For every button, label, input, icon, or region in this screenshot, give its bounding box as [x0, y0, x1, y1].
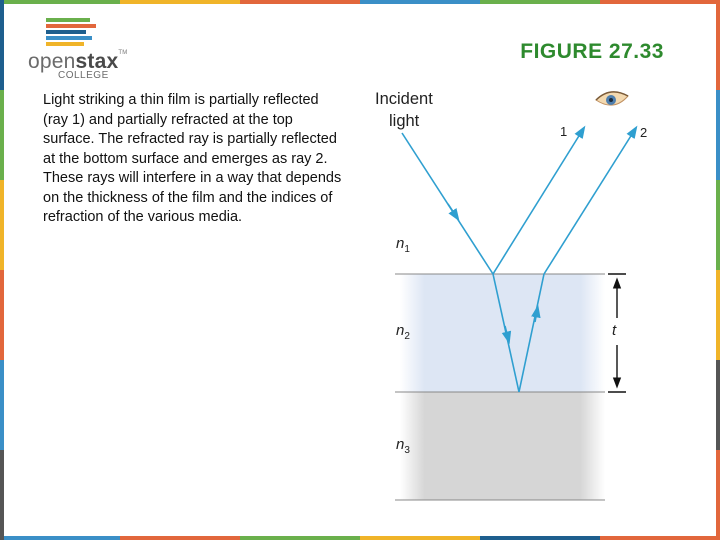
thickness-label: t: [612, 322, 617, 339]
logo-college: COLLEGE: [58, 70, 109, 81]
n1-label: $n_1$: [396, 235, 410, 255]
ray-2-label: 2: [640, 125, 648, 140]
film-layer: [400, 274, 605, 392]
n2-label: $n_2$: [396, 322, 410, 342]
n3-label: $n_3$: [396, 436, 410, 456]
incident-ray: [402, 133, 493, 274]
incident-light-label-line2: light: [389, 112, 420, 130]
figure-title: FIGURE 27.33: [520, 40, 664, 63]
incident-ray-arrow: [448, 204, 456, 216]
logo-wordmark: openstax™: [28, 50, 128, 73]
incident-light-label-line1: Incident: [375, 90, 433, 108]
eye-icon: [596, 92, 628, 105]
ray-1-label: 1: [560, 124, 568, 139]
substrate-layer: [400, 392, 605, 500]
reflected-ray-1: [493, 131, 582, 274]
figure-caption: Light striking a thin film is partially reflected (ray 1) and partially refracted at the top surface. The refracted ray is partially reflected at the bottom surface and emerges as ray 2. These rays will interfere in a way that depends on the thickness of the film and the indices of refraction of the various media.: [43, 92, 342, 225]
emerging-ray-2: [544, 131, 634, 274]
